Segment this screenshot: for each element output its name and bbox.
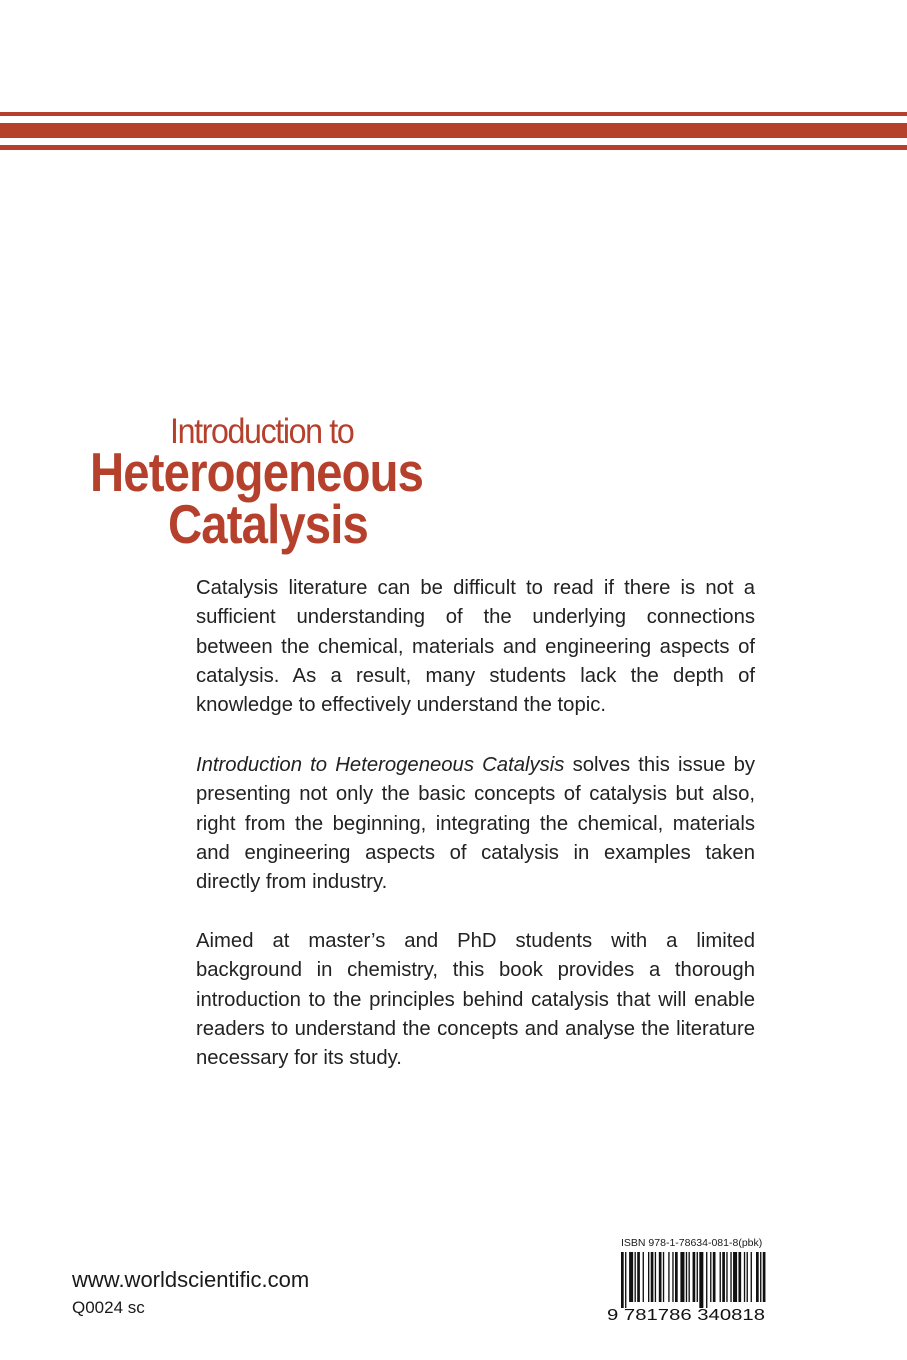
description-paragraph-3: Aimed at master’s and PhD students with a limited background in chemistry, this book provides a thorough introduction to the principles behind catalysis that will enable readers to understand the concepts and analyse the literature necessary for its study. [196, 930, 755, 1070]
isbn-label: ISBN 978-1-78634-081-8(pbk) [621, 1237, 763, 1249]
description-paragraph-1: Catalysis literature can be difficult to read if there is not a sufficient understanding of the underlying connections between the chemical, materials and engineering aspects of catalysis. As a result, many students lack the depth of knowledge to effectively understand the topic. [196, 577, 755, 717]
barcode-bar [713, 1252, 716, 1302]
description-paragraph-2-text: solves this issue by presenting not only the basic concepts of catalysis but also, right from the beginning, integrating the chemical, materials and engineering aspects of catalysis in examples taken directly from industry. [196, 754, 756, 894]
description-paragraph-2 [196, 751, 755, 897]
barcode-bar [693, 1252, 696, 1302]
barcode-bar [747, 1252, 748, 1302]
barcode-bar [625, 1252, 626, 1308]
barcode-bar [733, 1252, 737, 1302]
top-stripe-thick [0, 123, 907, 138]
top-stripe-thin-upper [0, 112, 907, 116]
barcode-bar [738, 1252, 741, 1302]
top-stripe-thin-lower [0, 145, 907, 150]
barcode-bar [697, 1252, 698, 1302]
title-line-1: Introduction to [170, 412, 354, 451]
barcode-bars [621, 1252, 765, 1308]
barcode-bar [655, 1252, 656, 1302]
barcode-bar [710, 1252, 711, 1302]
publisher-website: www.worldscientific.com [72, 1267, 310, 1292]
barcode-bar [706, 1252, 707, 1308]
book-title-italic: Introduction to Heterogeneous Catalysis [196, 754, 565, 776]
barcode-bar [651, 1252, 654, 1302]
product-code: Q0024 sc [72, 1298, 145, 1317]
barcode-bar [744, 1252, 745, 1302]
barcode-bar [720, 1252, 721, 1302]
barcode-bar [637, 1252, 640, 1302]
title-line-3: Catalysis [168, 493, 368, 555]
barcode-bar [629, 1252, 633, 1302]
barcode-bar [659, 1252, 662, 1302]
barcode-bar [680, 1252, 684, 1302]
barcode-bar [621, 1252, 624, 1308]
barcode-bar [672, 1252, 673, 1302]
barcode-bar [726, 1252, 727, 1302]
barcode-digits: 9 781786 340818 [607, 1307, 765, 1322]
barcode-bar [686, 1252, 687, 1302]
title-line-2: Heterogeneous [90, 441, 424, 503]
barcode-bar [689, 1252, 690, 1302]
barcode-bar [751, 1252, 752, 1302]
barcode-bar [643, 1252, 644, 1302]
barcode-bar [663, 1252, 664, 1302]
barcode-bar [730, 1252, 731, 1302]
barcode-bar [699, 1252, 703, 1308]
barcode-bar [763, 1252, 766, 1302]
barcode-bar [668, 1252, 669, 1302]
barcode-bar [756, 1252, 759, 1302]
barcode-icon [607, 1252, 767, 1322]
barcode-bar [635, 1252, 636, 1302]
barcode-bar [648, 1252, 649, 1302]
barcode-bar [722, 1252, 725, 1302]
barcode-bar [760, 1252, 761, 1302]
barcode-bar [675, 1252, 678, 1302]
